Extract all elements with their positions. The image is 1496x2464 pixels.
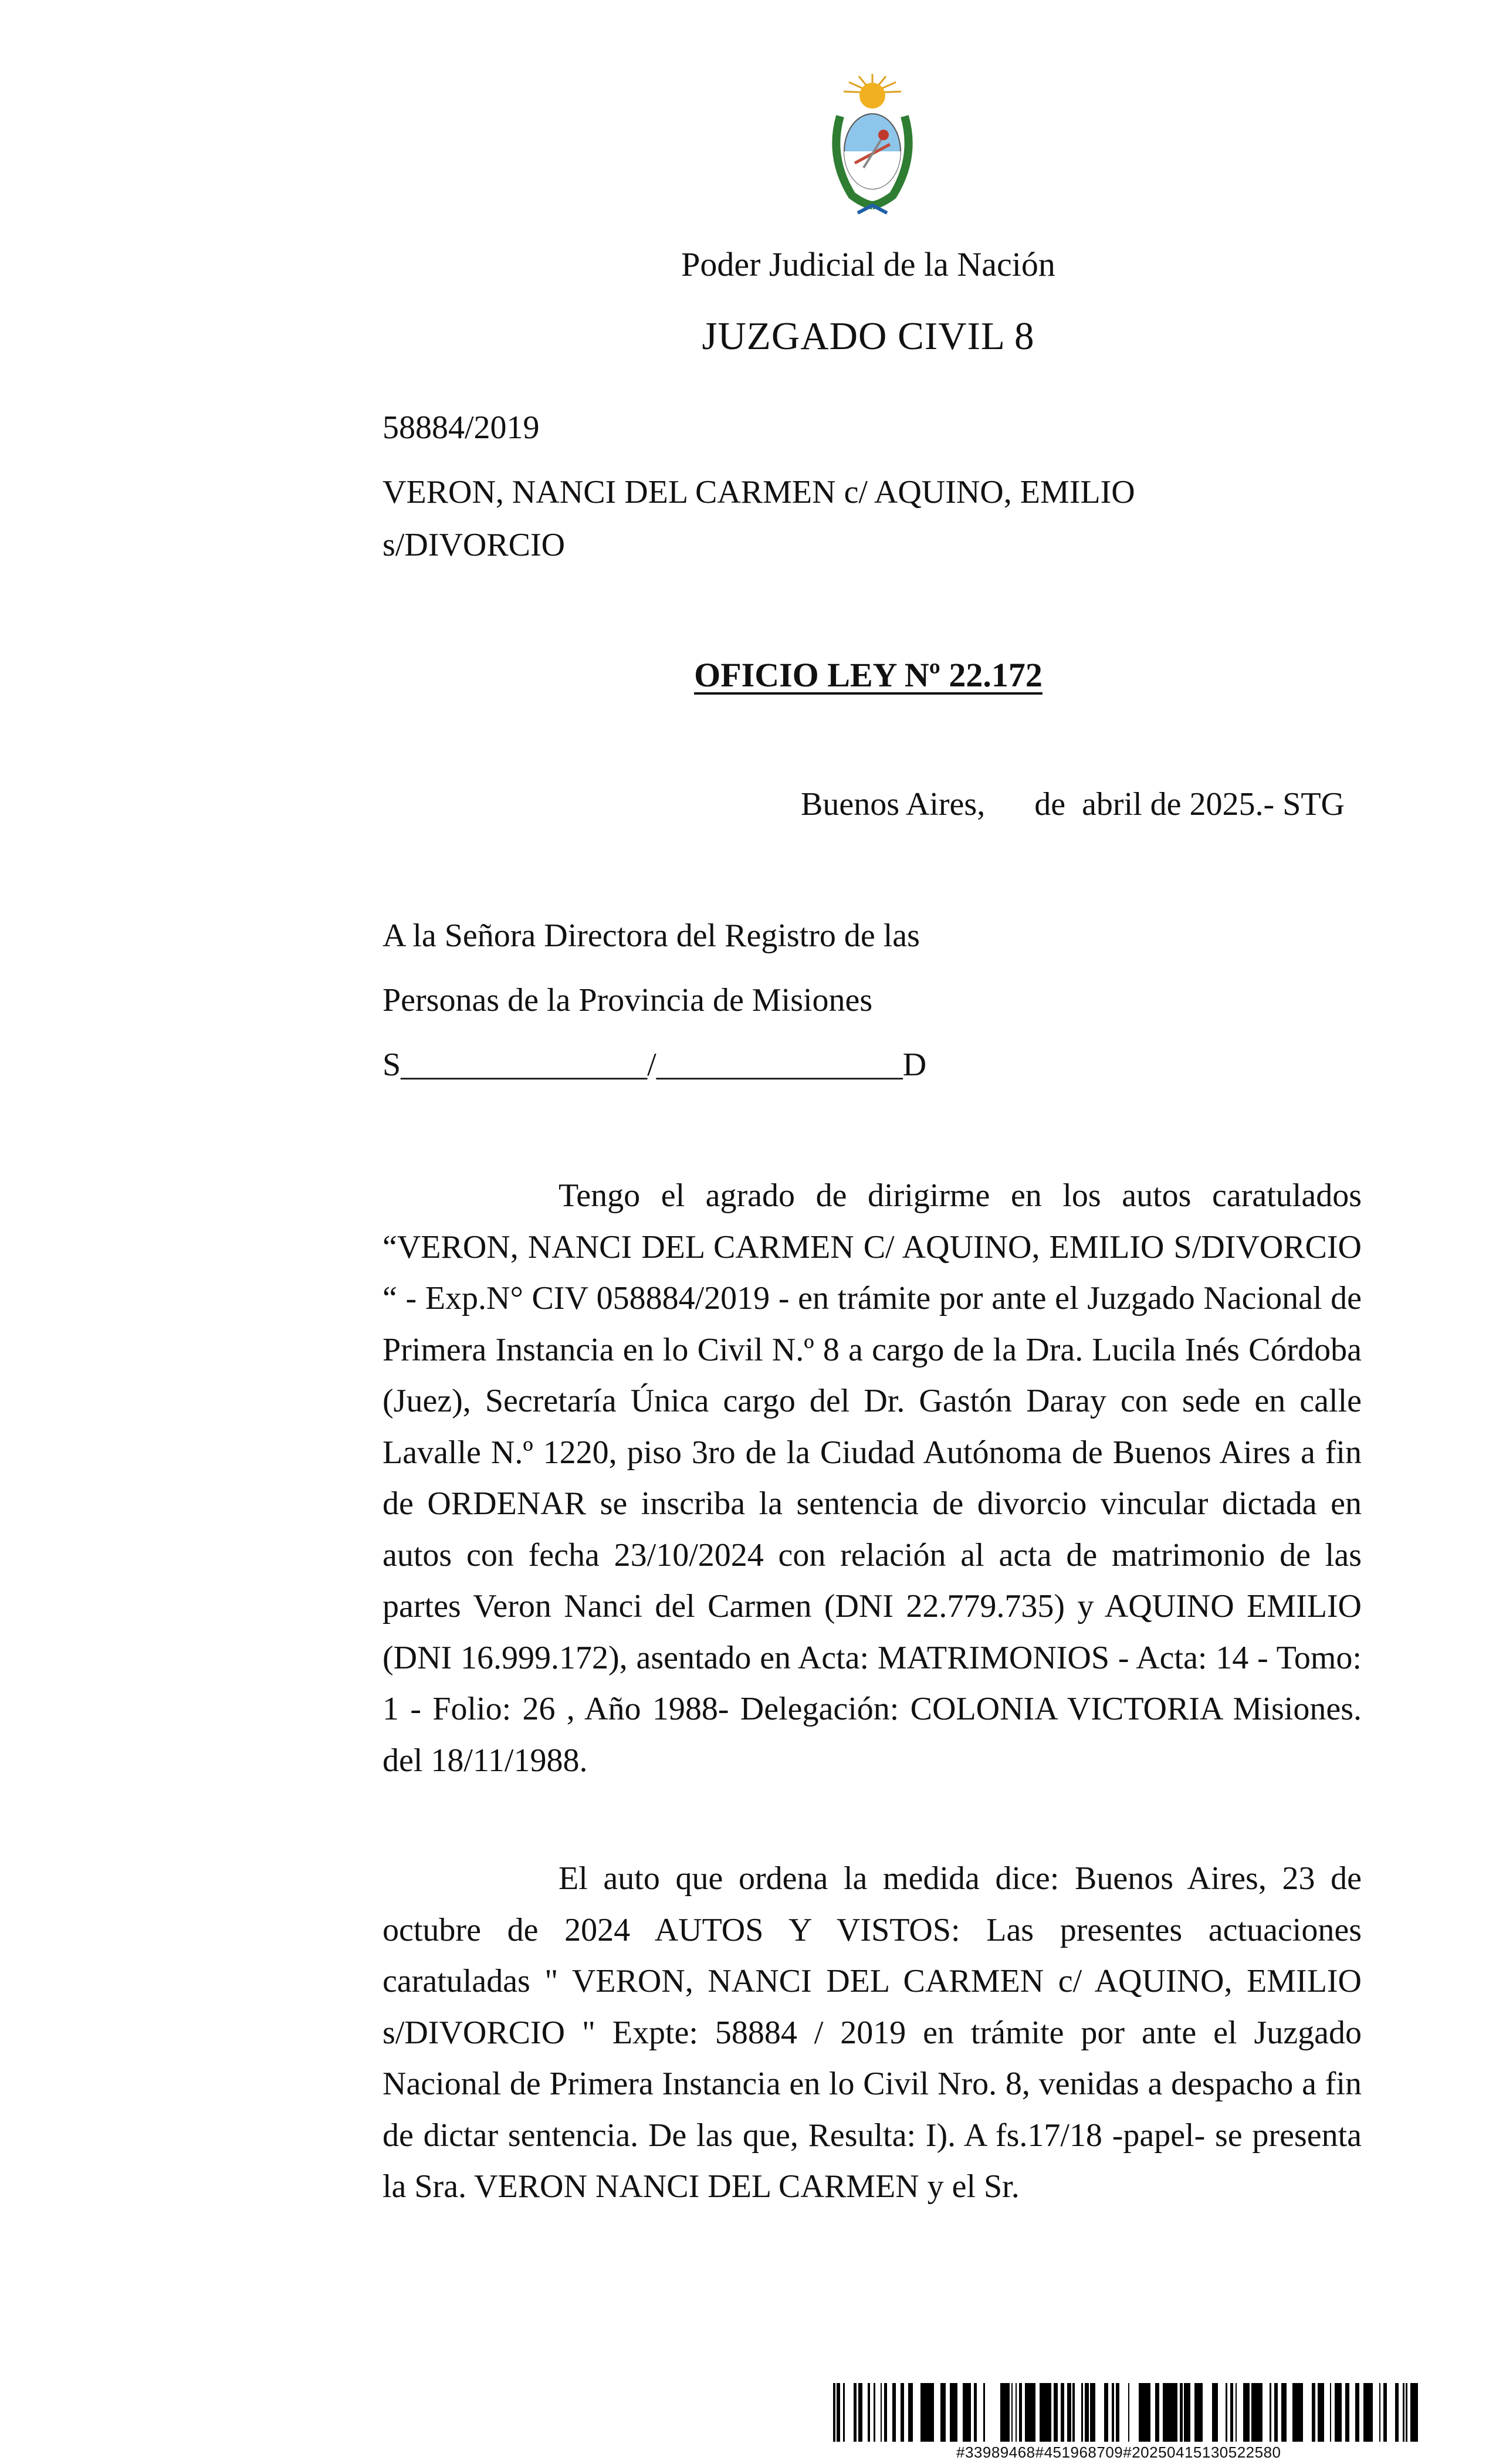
addressee-line-2: Personas de la Provincia de Misiones (383, 982, 873, 1018)
case-title-line-2: s/DIVORCIO (383, 527, 566, 563)
document-title (0, 655, 1496, 695)
barcode-image (833, 2383, 1420, 2442)
court-name-heading: Poder Judicial de la Nación (681, 245, 1055, 283)
body-paragraph-1: Tengo el agrado de dirigirme en los autos caratulados “VERON, NANCI DEL CARMEN C/ AQUINO, EMILIO S/DIVORCIO “ - Exp.N° CIV 058884/2019 - en trámite por ante el Juzgado Nacional de Primera Instancia en lo Civil N.º 8 a cargo de la Dra. Lucila Inés Córdoba (Juez), Secretaría Única cargo del Dr. Gastón Daray con sede en calle Lavalle N.º 1220, piso 3ro de la Ciudad Autónoma de Buenos Aires a fin de ORDENAR se inscriba la sentencia de divorcio vincular dictada en autos con fecha 23/10/2024 con relación al acta de matrimonio de las partes Veron Nanci del Carmen (DNI 22.779.735) y AQUINO EMILIO (DNI 16.999.172), asentado en Acta: MATRIMONIOS - Acta: 14 - Tomo: 1 - Folio: 26 , Año 1988- Delegación: COLONIA VICTORIA Misiones. del 18/11/1988. (383, 1177, 1362, 1779)
court-juzgado-heading: JUZGADO CIVIL 8 (702, 314, 1035, 358)
case-number: 58884/2019 (383, 409, 540, 446)
coat-of-arms-emblem (823, 69, 922, 216)
date-line: Buenos Aires, de abril de 2025.- STG (801, 786, 1345, 823)
case-title-line-1: VERON, NANCI DEL CARMEN c/ AQUINO, EMILIO (383, 474, 1135, 510)
body-paragraph-2: El auto que ordena la medida dice: Buenos Aires, 23 de octubre de 2024 AUTOS Y VISTOS: Las presentes actuaciones caratuladas " VERON, NANCI DEL CARMEN c/ AQUINO, EMILIO s/DIVORCIO " Expte: 58884 / 2019 en trámite por ante el Juzgado Nacional de Primera Instancia en lo Civil Nro. 8, venidas a despacho a fin de dictar sentencia. De las que, Resulta: I). A fs.17/18 -papel- se presenta la Sra. VERON NANCI DEL CARMEN y el Sr. (383, 1860, 1362, 2205)
addressee-salutation: S_______________/_______________D (383, 1047, 927, 1083)
document-title-text: OFICIO LEY Nº 22.172 (694, 656, 1043, 694)
barcode-number: #33989468#451968709#20250415130522580 (956, 2443, 1281, 2461)
addressee-line-1: A la Señora Directora del Registro de las (383, 918, 920, 954)
